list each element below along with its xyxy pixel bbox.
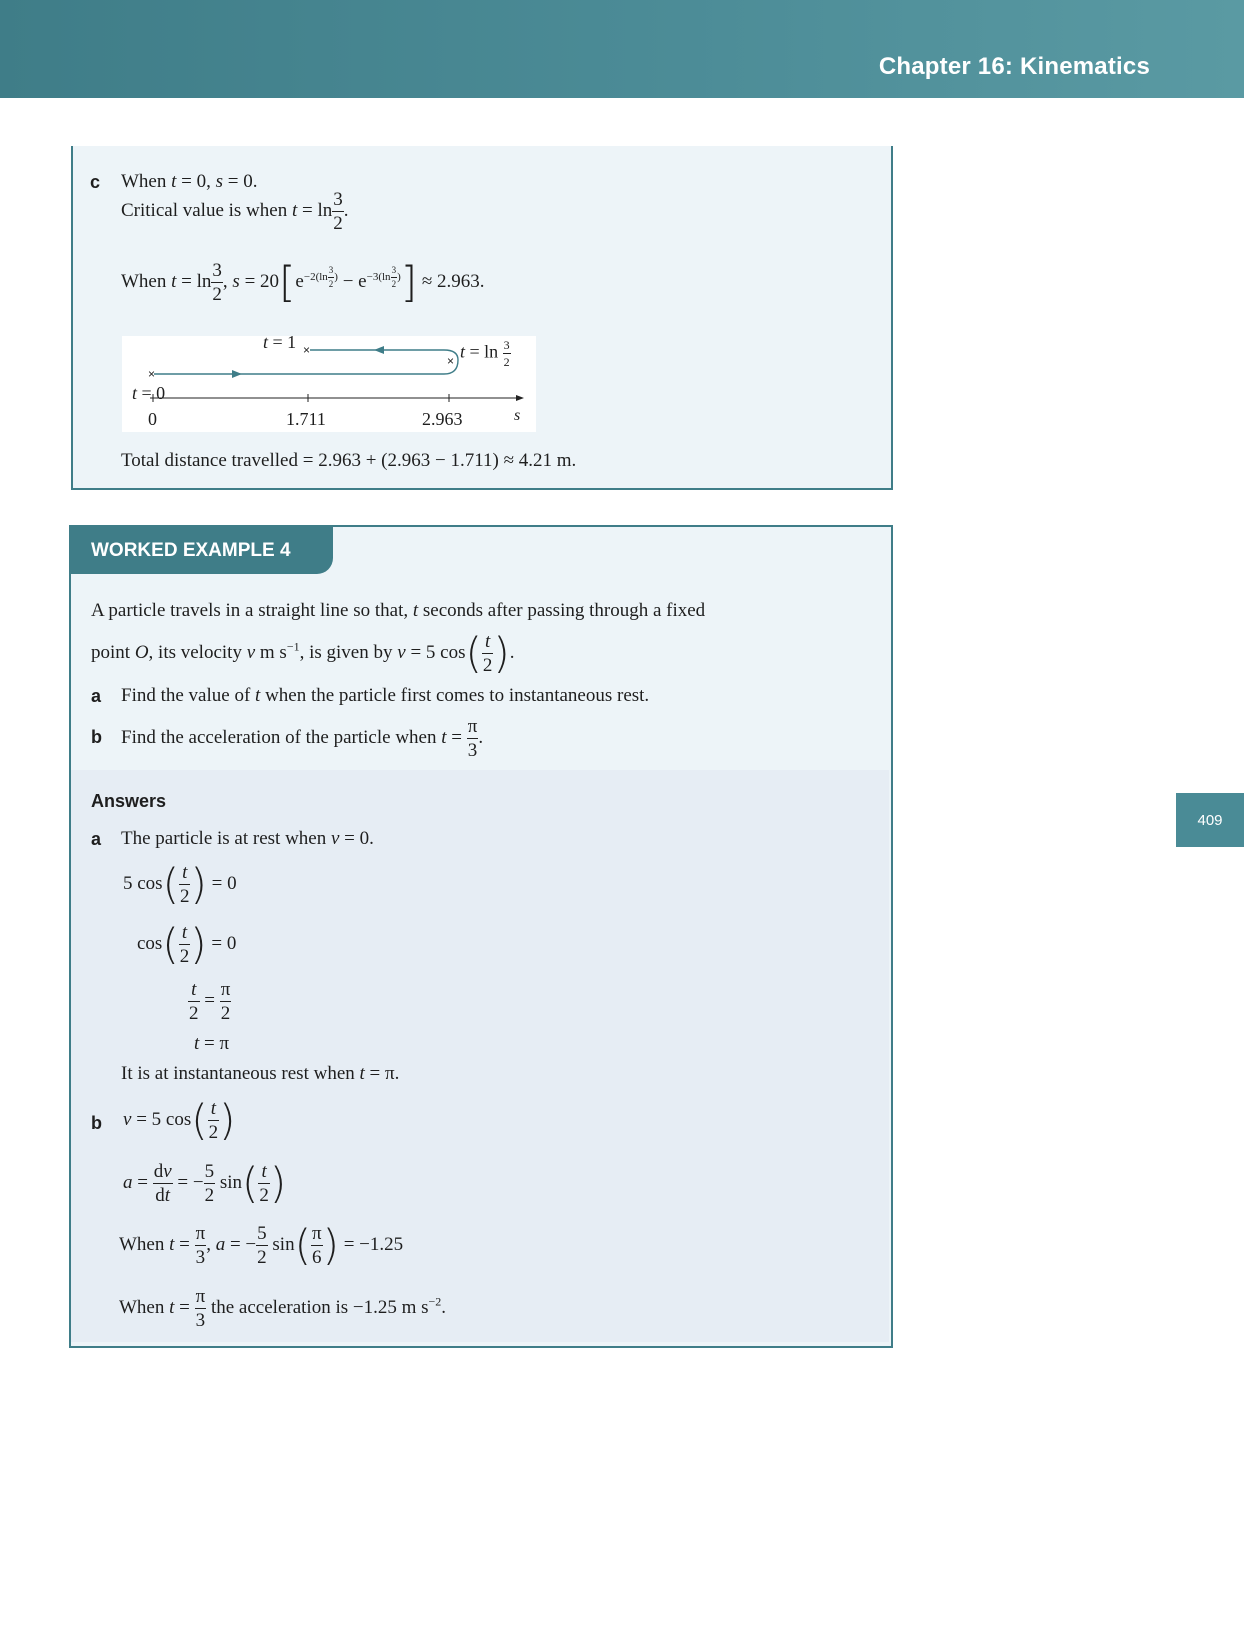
total-distance: Total distance travelled = 2.963 + (2.963 − 1.711) ≈ 4.21 m. <box>121 450 577 471</box>
answers-heading: Answers <box>91 791 167 811</box>
tick-0-label: 0 <box>148 409 157 429</box>
s-axis-arrow <box>516 395 524 401</box>
answer-b-eq1: v = 5 cos( $\frac{t}{2}$ ) <box>123 1095 236 1145</box>
question-line2: point O, its velocity v m $s^{-1}$, is given by v = 5 cos( $\frac{t}{2}$ ). <box>91 628 515 678</box>
answer-a-line1: The particle is at rest when v = 0. <box>121 828 374 849</box>
answer-a-eq3: $\frac{t}{2}$ = $\frac{\pi}{2}$ <box>189 979 231 1024</box>
answer-a-conclusion: It is at instantaneous rest when t = π. <box>121 1063 400 1084</box>
answer-b-conclusion: When t = $\frac{\pi}{3}$ the acceleration is −1.25 m $s^{-2}$. <box>119 1286 447 1331</box>
t0-label: t = 0 <box>132 383 166 403</box>
header-band <box>0 0 1244 98</box>
return-arrow <box>374 346 384 354</box>
tln-label: t = ln $\frac{3}{2}$ <box>460 338 510 369</box>
critical-text: Critical value is when <box>121 199 288 221</box>
part-c-label: c <box>90 172 101 192</box>
accel-conclusion-text: the acceleration is −1.25 m s <box>210 1296 429 1318</box>
tln-cross: × <box>447 354 455 368</box>
answer-a-eq4: t = π <box>194 1033 230 1054</box>
question-a-label: a <box>91 686 102 706</box>
part-c-line3: When t = ln $\frac{3}{2}$ , $s = 20[e^{-2(ln \frac{3}{2} )} - e^{-3(ln \frac{3}{2} )}] \approx 2.963$. <box>121 257 485 307</box>
tick-2963-label: 2.963 <box>422 409 463 429</box>
worked-example-title: WORKED EXAMPLE 4 <box>71 527 333 574</box>
question-b: Find the acceleration of the particle when t = $\frac{\pi}{3}$ . <box>121 716 484 761</box>
answer-b-label: b <box>91 1113 102 1133</box>
axis-s-label: s <box>514 407 521 424</box>
question-line1: A particle travels in a straight line so that, t seconds after passing through a fixed <box>91 600 706 621</box>
question-b-text: Find the acceleration of the particle when <box>121 726 437 748</box>
tick-1711-label: 1.711 <box>286 409 326 429</box>
answer-a-eq2: cos( $\frac{t}{2}$ ) = 0 <box>137 919 237 969</box>
motion-diagram <box>122 332 536 432</box>
answer-b-eq2: a = $\frac{dv}{dt}$ = − $\frac{5}{2}$ sin( $\frac{t}{2}$ ) <box>123 1158 287 1208</box>
answer-a-eq1: 5 cos( $\frac{t}{2}$ ) = 0 <box>123 859 237 909</box>
start-cross: × <box>148 367 156 381</box>
t1-cross: × <box>303 343 311 357</box>
part-c-line1: When t = 0, s = 0. <box>121 171 258 192</box>
s-approx: ≈ 2.963. <box>421 270 485 292</box>
accel-value: = −1.25 <box>343 1233 404 1255</box>
question-a: Find the value of t when the particle first comes to instantaneous rest. <box>121 685 650 706</box>
answer-b-eq3: When t = $\frac{\pi}{3}$ , a = − $\frac{5}{2}$ sin( $\frac{\pi}{6}$ ) = −1.25 <box>119 1220 404 1270</box>
page-number: 409 <box>1176 793 1244 847</box>
answer-a-label: a <box>91 829 102 849</box>
question-b-label: b <box>91 727 102 747</box>
t1-label: t = 1 <box>263 332 297 352</box>
chapter-title: Chapter 16: Kinematics <box>878 53 1150 80</box>
outbound-arrow <box>232 370 242 378</box>
part-c-line2: Critical value is when t = ln $\frac{3}{2}$ . <box>121 189 349 234</box>
